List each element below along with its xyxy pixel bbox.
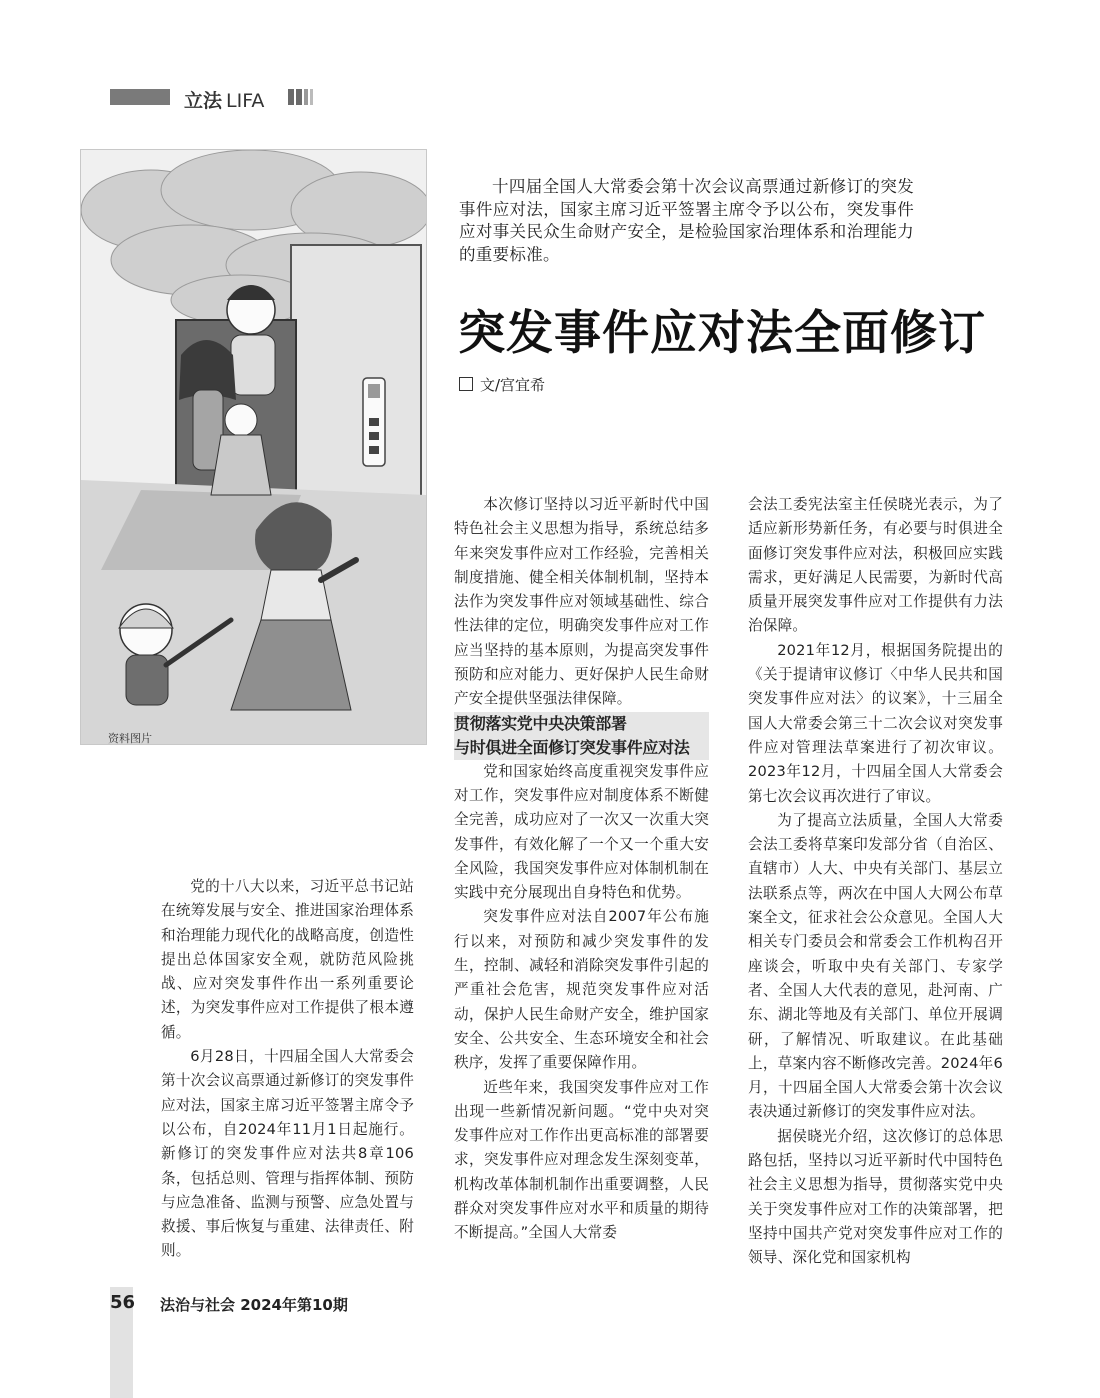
paragraph: 党的十八大以来，习近平总书记站在统筹发展与安全、推进国家治理体系和治理能力现代化的战略高度，创造性提出总体国家安全观，就防范风险挑战、应对突发事件作出一系列重要论述，为突发事件应对工作提供了根本遵循。 xyxy=(161,878,414,1041)
illustration-caption: 资料图片 xyxy=(108,732,152,745)
article-illustration xyxy=(80,149,427,745)
page-number: 56 xyxy=(110,1292,136,1313)
section-header-bar xyxy=(110,89,170,105)
article-title: 突发事件应对法全面修订 xyxy=(458,306,986,361)
article-byline xyxy=(459,374,545,395)
paragraph: 会法工委宪法室主任侯晓光表示，为了适应新形势新任务，有必要与时俱进全面修订突发事件应对法，积极回应实践需求，更好满足人民需要，为新时代高质量开展突发事件应对工作提供有力法治保障。 xyxy=(748,496,1003,635)
section-name-cn: 立法 xyxy=(184,90,223,112)
paragraph: 突发事件应对法自2007年公布施行以来，对预防和减少突发事件的发生，控制、减轻和消除突发事件引起的严重社会危害，规范突发事件应对活动，保护人民生命财产安全，维护国家安全、公共安全、生态环境安全和社会秩序，发挥了重要保障作用。 xyxy=(454,908,709,1072)
section-header xyxy=(184,86,264,113)
body-column-1 xyxy=(161,875,414,1264)
journal-issue: 法治与社会 2024年第10期 xyxy=(160,1296,348,1314)
paragraph: 为了提高立法质量，全国人大常委会法工委将草案印发部分省（自治区、直辖市）人大、中央有关部门、基层立法联系点等，两次在中国人大网公布草案全文，征求社会公众意见。全国人大相关专门委员会和常委会工作机构召开座谈会，听取中央有关部门、专家学者、全国人大代表的意见，赴河南、广东、湖北等地及有关部门、单位开展调研，了解情况、听取建议。在此基础上，草案内容不断修改完善。2024年6月，十四届全国人大常委会第十次会议表决通过新修订的突发事件应对法。 xyxy=(748,811,1003,1121)
paragraph: 据侯晓光介绍，这次修订的总体思路包括，坚持以习近平新时代中国特色社会主义思想为指导，贯彻落实党中央关于突发事件应对工作的决策部署，把坚持中国共产党对突发事件应对工作的领导、深化党和国家机构 xyxy=(748,1127,1003,1267)
section-name-en: LIFA xyxy=(226,90,265,112)
section-header-marks xyxy=(288,89,315,109)
paragraph: 6月28日，十四届全国人大常委会第十次会议高票通过新修订的突发事件应对法，国家主席习近平签署主席令予以公布，自2024年11月1日起施行。新修订的突发事件应对法共8章106条，包括总则、管理与指挥体制、预防与应急准备、监测与预警、应急处置与救援、事后恢复与重建、法律责任、附则。 xyxy=(161,1048,414,1260)
subheading-line-2: 与时俱进全面修订突发事件应对法 xyxy=(454,736,709,760)
paragraph: 本次修订坚持以习近平新时代中国特色社会主义思想为指导，系统总结多年来突发事件应对工作经验，完善相关制度措施、健全相关体制机制，坚持本法作为突发事件应对领域基础性、综合性法律的定位，明确突发事件应对工作应当坚持的基本原则，为提高突发事件预防和应对能力、更好保护人民生命财产安全提供坚强法律保障。 xyxy=(454,496,709,708)
body-column-3 xyxy=(748,493,1003,1271)
paragraph: 2021年12月，根据国务院提出的《关于提请审议修订〈中华人民共和国突发事件应对法〉的议案》，十三届全国人大常委会第三十二次会议对突发事件应对管理法草案进行了初次审议。2023年12月，十四届全国人大常委会第七次会议再次进行了审议。 xyxy=(748,641,1003,805)
byline-text: 文/宫宜希 xyxy=(480,376,546,394)
subheading-line-1: 贯彻落实党中央决策部署 xyxy=(454,712,709,736)
paragraph: 近些年来，我国突发事件应对工作出现一些新情况新问题。“党中央对突发事件应对工作作出更高标准的部署要求，突发事件应对理念发生深刻变革，机构改革体制机制作出重要调整，人民群众对突发事件应对水平和质量的期待不断提高。”全国人大常委 xyxy=(454,1078,709,1242)
article-lead: 十四届全国人大常委会第十次会议高票通过新修订的突发事件应对法，国家主席习近平签署主席令予以公布，突发事件应对事关民众生命财产安全，是检验国家治理体系和治理能力的重要标准。 xyxy=(459,177,914,264)
body-column-2 xyxy=(454,493,709,1246)
paragraph: 党和国家始终高度重视突发事件应对工作，突发事件应对制度体系不断健全完善，成功应对了一次又一次重大突发事件，有效化解了一个又一个重大安全风险，我国突发事件应对体制机制在实践中充分展现出自身特色和优势。 xyxy=(454,762,709,902)
byline-box-icon xyxy=(459,377,473,391)
